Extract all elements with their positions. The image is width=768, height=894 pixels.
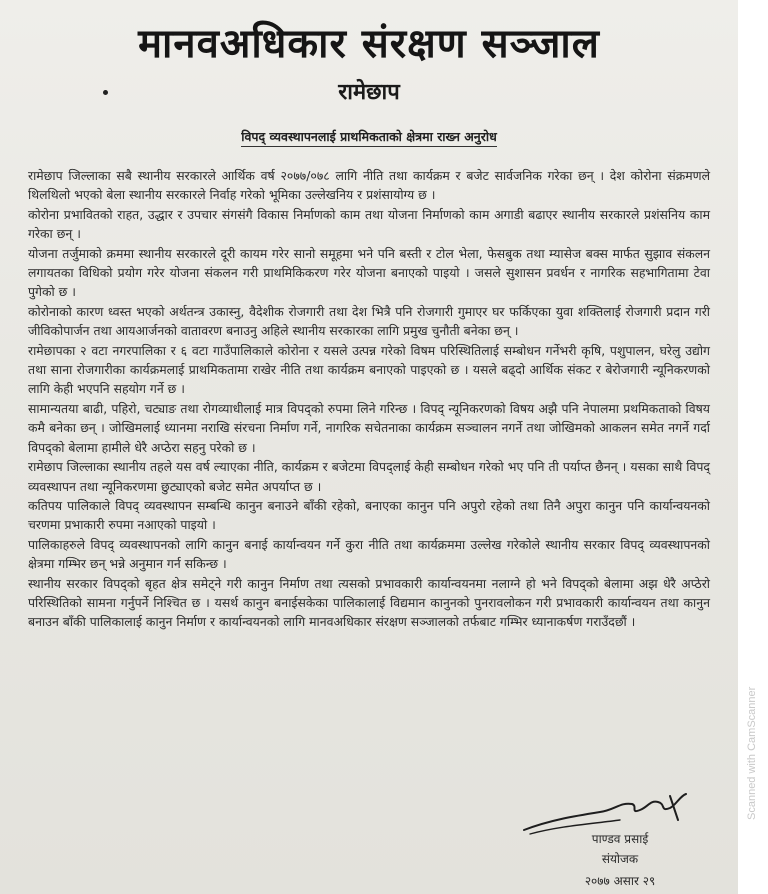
- signatory-role: संयोजक: [601, 852, 639, 866]
- organization-title: मानवअधिकार संरक्षण सञ्जाल: [138, 21, 600, 67]
- letter-body: [28, 166, 710, 632]
- paragraph: रामेछाप जिल्लाका स्थानीय तहले यस वर्ष ल्याएका नीति, कार्यक्रम र बजेटमा विपद्लाई केही सम्बोधन गरेको भए पनि ती पर्याप्त छैनन् । यसका साथै विपद् व्यवस्थापन तथा न्यूनिकरणमा छुट्याएको बजेट समेत अपर्याप्त छ ।: [28, 459, 710, 494]
- watermark-text: Scanned with CamScanner: [746, 686, 758, 820]
- paragraph: रामेछाप जिल्लाका सबै स्थानीय सरकारले आर्थिक वर्ष २०७७/०७८ लागि नीति तथा कार्यक्रम र बजेट सार्वजनिक गरेका छन् । देश कोरोना संक्रमणले थिलथिलो भएको बेला स्थानीय सरकारले निर्वाह गरेको भूमिका उल्लेखनिय र प्रशंसायोग्य छ ।: [28, 168, 710, 203]
- paragraph: कोरोनाको कारण ध्वस्त भएको अर्थतन्त्र उकास्नु, वैदेशीक रोजगारी तथा देश भित्रै पनि रोजगारी गुमाएर घर फर्किएका युवा शक्तिलाई रोजगारी प्रदान गरी जीविकोपार्जन तथा आयआर्जनको वातावरण बनाउनु अहिले स्थानीय सरकारका लागि प्रमुख चुनौती बनेका छन् ।: [28, 303, 710, 339]
- subject-text: विपद् व्यवस्थापनलाई प्राथमिकताको क्षेत्रमा राख्न अनुरोध: [241, 129, 497, 147]
- paragraph: रामेछापका २ वटा नगरपालिका र ६ वटा गाउँपालिकाले कोरोना र यसले उत्पन्न गरेको विषम परिस्थितिलाई सम्बोधन गर्नेभरी कृषि, पशुपालन, घरेलु उद्योग तथा साना रोजगारीका कार्यक्रमलाई प्राथमिकतामा राखेर नीति तथा कार्यक्रम बनाएको पाइएको छ । यसले बढ्दो आर्थिक संकट र बेरोजगारी न्यूनिकरणको लागि केही भएपनि सहयोग गर्ने छ ।: [28, 342, 710, 397]
- paragraph: कतिपय पालिकाले विपद् व्यवस्थापन सम्बन्धि कानुन बनाउने बाँकी रहेको, बनाएका कानुन पनि अपुरो रहेको तथा तिनै अपुरा कानुन पनि कार्यान्वयनको चरणमा प्रभाकारी रुपमा नआएको पाइयो ।: [28, 497, 710, 533]
- district-name: रामेछाप: [338, 80, 400, 105]
- letter-date: २०७७ असार २९: [584, 874, 656, 888]
- paragraph: कोरोना प्रभावितको राहत, उद्धार र उपचार संगसंगै विकास निर्माणको काम तथा योजना निर्माणको काम अगाडी बढाएर स्थानीय सरकारले प्रशंसनिय काम गरेका छन् ।: [28, 206, 710, 242]
- subject-line: [0, 128, 738, 145]
- signature-block: [520, 790, 700, 894]
- paragraph: स्थानीय सरकार विपद्को बृहत क्षेत्र समेट्ने गरी कानुन निर्माण तथा त्यसको प्रभावकारी कार्यान्वयनमा नलाग्ने हो भने विपद्को बेलामा अझ धेरै अप्ठेरो परिस्थितिको सामना गर्नुपर्ने निश्चित छ । यसर्थ कानुन बनाईसकेका पालिकालाई विद्यमान कानुनको पुनरावलोकन गरी प्रभावकारी कार्यान्वयन तथा कानुन बनाउन बाँकी पालिकालाई कानुन निर्माण र कार्यान्वयनको लागि मानवअधिकार संरक्षण सञ्जालको तर्फबाट गम्भिर ध्यानाकर्षण गराउँदछौं ।: [28, 575, 710, 630]
- paragraph: योजना तर्जुमाको क्रममा स्थानीय सरकारले दूरी कायम गरेर सानो समूहमा भने पनि बस्ती र टोल भेला, फेसबुक तथा म्यासेज बक्स मार्फत सुझाव संकलन लगायतका विधिको प्रयोग गरेर योजना संकलन गरी प्राथमिकिकरण गरेर योजना बनाएको पाइयो । जसले सुशासन प्रवर्धन र नागरिक सहभागितामा टेवा पुगेको छ ।: [28, 245, 710, 300]
- paragraph: पालिकाहरुले विपद् व्यवस्थापनको लागि कानुन बनाई कार्यान्वयन गर्ने कुरा नीति तथा कार्यक्रममा उल्लेख गरेकोले स्थानीय सरकार विपद् व्यवस्थापनको क्षेत्रमा गम्भिर छन् भन्ने अनुमान गर्न सकिन्छ ।: [28, 536, 710, 572]
- signatory-name: पाण्डव प्रसाई: [591, 832, 649, 846]
- paragraph: सामान्यतया बाढी, पहिरो, चट्याङ तथा रोगव्याधीलाई मात्र विपद्को रुपमा लिने गरिन्छ । विपद् न्यूनिकरणको विषय अझै पनि नेपालमा प्रथमिकताको विषय कमै बनेका छन् । जोखिमलाई ध्यानमा नराखि संरचना निर्माण गर्ने, नागरिक सचेतनाका कार्यक्रम सञ्चालन नगर्ने तथा जोखिमको आकलन समेत नगर्ने गर्दा विपद्को बेलामा हामीले धेरै अप्ठेरा सहनु परेको छ ।: [28, 400, 710, 455]
